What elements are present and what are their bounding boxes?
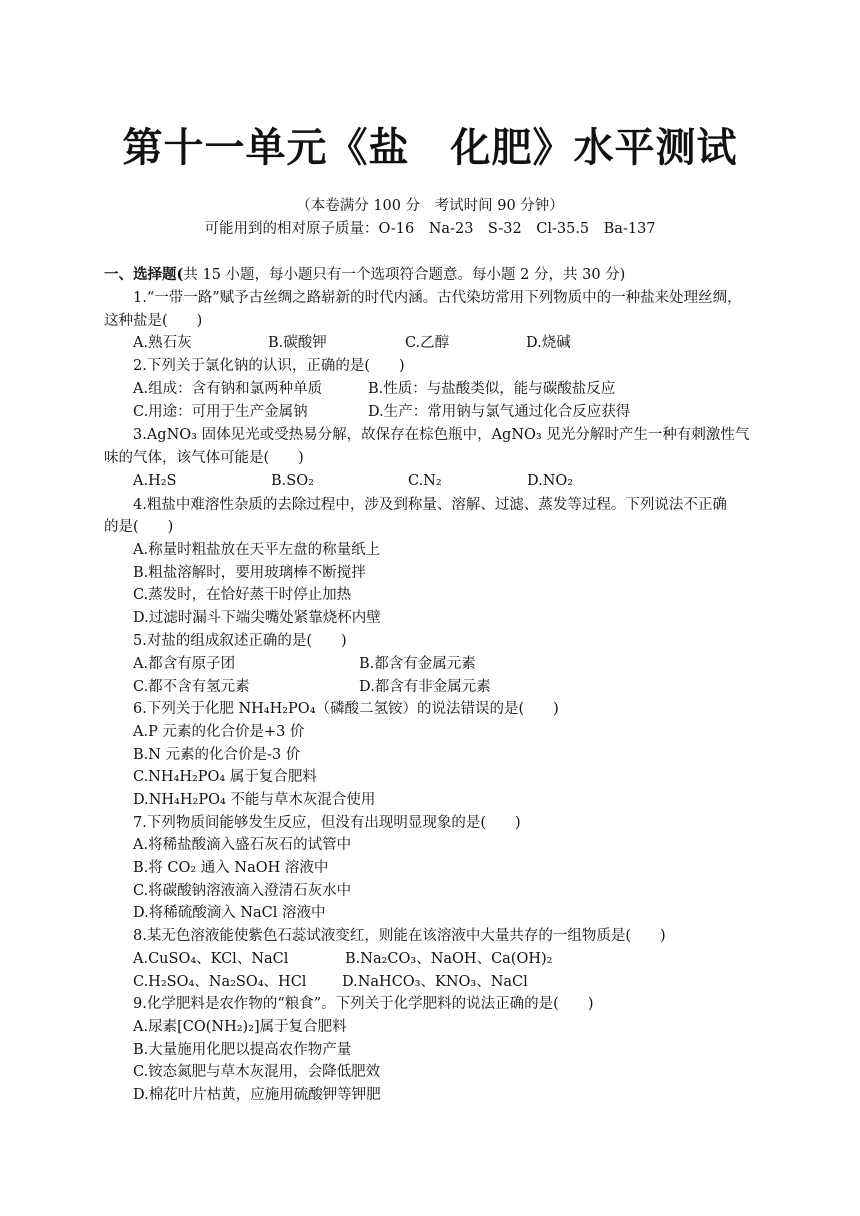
q3-option-c: C.N₂	[408, 473, 442, 489]
q4-stem-line2: 的是( )	[104, 519, 174, 535]
q5-stem: 5.对盐的组成叙述正确的是( )	[133, 633, 347, 649]
q4-option-d: D.过滤时漏斗下端尖嘴处紧靠烧杯内壁	[133, 610, 381, 626]
q5-option-d: D.都含有非金属元素	[359, 679, 491, 695]
q4-option-c: C.蒸发时，在恰好蒸干时停止加热	[133, 587, 352, 603]
section-heading-bold: 一、选择题(	[104, 266, 184, 283]
q2-option-b: B.性质：与盐酸类似，能与碳酸盐反应	[368, 381, 616, 397]
q8-option-c: C.H₂SO₄、Na₂SO₄、HCl	[133, 974, 307, 990]
atomic-mass-info: 可能用到的相对原子质量：O-16 Na-23 S-32 Cl-35.5 Ba-137	[204, 221, 656, 237]
q1-stem-line2: 这种盐是( )	[104, 313, 203, 329]
q7-option-d: D.将稀硫酸滴入 NaCl 溶液中	[133, 905, 326, 921]
q7-option-c: C.将碳酸钠溶液滴入澄清石灰水中	[133, 883, 352, 899]
q6-stem: 6.下列关于化肥 NH₄H₂PO₄（磷酸二氢铵）的说法错误的是( )	[133, 701, 559, 717]
q6-option-b: B.N 元素的化合价是-3 价	[133, 747, 301, 763]
q8-option-d: D.NaHCO₃、KNO₃、NaCl	[342, 974, 528, 990]
q8-option-b: B.Na₂CO₃、NaOH、Ca(OH)₂	[345, 951, 553, 967]
q3-stem-line1: 3.AgNO₃ 固体见光或受热易分解，故保存在棕色瓶中，AgNO₃ 见光分解时产生一种有刺激性气	[133, 427, 750, 443]
q7-stem: 7.下列物质间能够发生反应，但没有出现明显现象的是( )	[133, 815, 521, 831]
q7-option-b: B.将 CO₂ 通入 NaOH 溶液中	[133, 860, 329, 876]
q3-option-b: B.SO₂	[271, 473, 314, 489]
q9-option-c: C.铵态氮肥与草木灰混用，会降低肥效	[133, 1064, 381, 1080]
q3-option-d: D.NO₂	[527, 473, 574, 489]
q5-option-a: A.都含有原子团	[133, 656, 236, 672]
q2-stem: 2.下列关于氯化钠的认识，正确的是( )	[133, 358, 405, 374]
q5-option-b: B.都含有金属元素	[359, 656, 476, 672]
section-heading	[104, 266, 625, 284]
q1-stem-line1: 1.“一带一路”赋予古丝绸之路崭新的时代内涵。古代染坊常用下列物质中的一种盐来处理丝绸，	[133, 290, 742, 306]
q4-stem-line1: 4.粗盐中难溶性杂质的去除过程中，涉及到称量、溶解、过滤、蒸发等过程。下列说法不正确	[133, 497, 727, 513]
q2-option-a: A.组成：含有钠和氯两种单质	[133, 381, 323, 397]
q6-option-d: D.NH₄H₂PO₄ 不能与草木灰混合使用	[133, 792, 376, 808]
q9-option-a: A.尿素[CO(NH₂)₂]属于复合肥料	[133, 1019, 347, 1035]
q1-option-c: C.乙醇	[405, 335, 450, 351]
q4-option-a: A.称量时粗盐放在天平左盘的称量纸上	[133, 542, 381, 558]
q2-option-d: D.生产：常用钠与氯气通过化合反应获得	[368, 404, 631, 420]
q3-option-a: A.H₂S	[133, 473, 177, 489]
q5-option-c: C.都不含有氢元素	[133, 679, 250, 695]
q6-option-c: C.NH₄H₂PO₄ 属于复合肥料	[133, 769, 317, 785]
q4-option-b: B.粗盐溶解时，要用玻璃棒不断搅拌	[133, 565, 366, 581]
q8-stem: 8.某无色溶液能使紫色石蕊试液变红，则能在该溶液中大量共存的一组物质是( )	[133, 928, 666, 944]
q9-stem: 9.化学肥料是农作物的“粮食”。下列关于化学肥料的说法正确的是( )	[133, 996, 594, 1012]
section-heading-rest: 共 15 小题，每小题只有一个选项符合题意。每小题 2 分，共 30 分)	[183, 267, 626, 283]
q8-option-a: A.CuSO₄、KCl、NaCl	[133, 951, 289, 967]
q9-option-b: B.大量施用化肥以提高农作物产量	[133, 1042, 352, 1058]
q1-option-b: B.碳酸钾	[268, 335, 327, 351]
q1-option-d: D.烧碱	[526, 335, 571, 351]
q9-option-d: D.棉花叶片枯黄，应施用硫酸钾等钾肥	[133, 1087, 381, 1103]
q7-option-a: A.将稀盐酸滴入盛石灰石的试管中	[133, 837, 352, 853]
score-time-info: （本卷满分 100 分 考试时间 90 分钟）	[296, 198, 564, 214]
q3-stem-line2: 味的气体，该气体可能是( )	[104, 450, 304, 466]
q1-option-a: A.熟石灰	[133, 335, 192, 351]
q6-option-a: A.P 元素的化合价是+3 价	[133, 724, 305, 740]
q2-option-c: C.用途：可用于生产金属钠	[133, 404, 308, 420]
page-title: 第十一单元《盐 化肥》水平测试	[122, 125, 738, 171]
